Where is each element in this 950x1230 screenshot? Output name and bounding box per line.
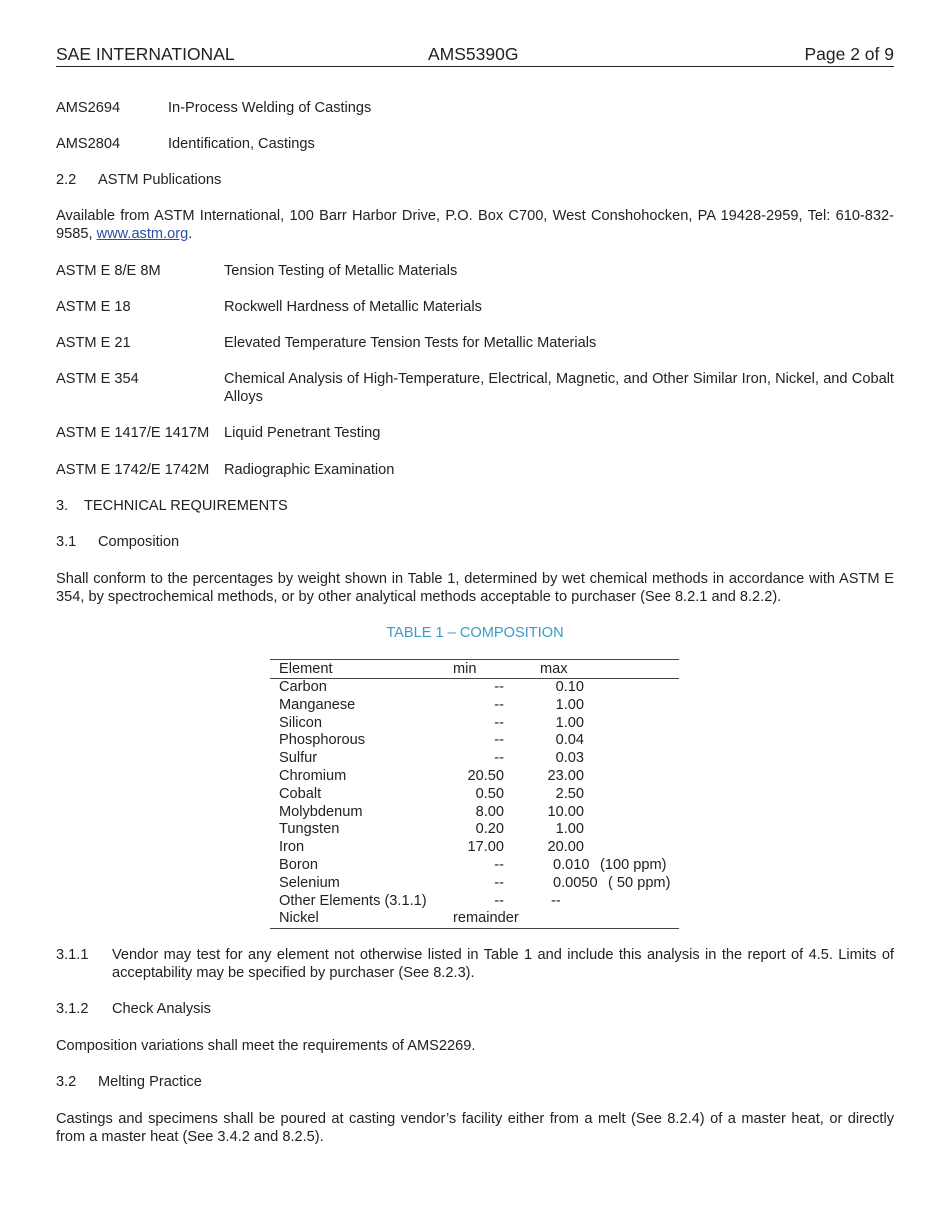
section-title: Check Analysis [112, 1001, 211, 1017]
cell-max: 0.04 [555, 732, 584, 749]
table-title: TABLE 1 – COMPOSITION [386, 625, 564, 641]
composition-paragraph: Shall conform to the percentages by weight shown in Table 1, determined by wet chemical methods in accordance with ASTM E 354, by spectrochemical methods, or by other analytical methods acceptable to purchaser (See 8.2.1 and 8.2.2). [56, 571, 894, 605]
melting-practice-paragraph: Castings and specimens shall be poured at casting vendor’s facility either from a melt (See 8.2.4) of a master heat, or directly from a master heat (See 3.4.2 and 8.2.5). [56, 1111, 894, 1145]
reference-code: ASTM E 1417/E 1417M [56, 425, 210, 441]
section-text: Vendor may test for any element not otherwise listed in Table 1 and include this analysis in the report of 4.5. Limits of acceptability may be specified by purchaser (See 8.2.3). [112, 947, 894, 981]
astm-availability-end: . [188, 226, 193, 242]
cell-element: Molybdenum [279, 803, 363, 820]
reference-row [56, 334, 894, 352]
section-number: 3. [56, 498, 69, 514]
cell-max: 0.0050 [553, 874, 598, 891]
reference-code: ASTM E 21 [56, 335, 131, 351]
header-min: min [453, 661, 477, 677]
reference-row [56, 298, 894, 316]
header-org: SAE INTERNATIONAL [56, 44, 235, 64]
table-row [270, 786, 679, 804]
cell-max: 1.00 [555, 714, 584, 731]
composition-table [270, 659, 679, 929]
cell-min: 8.00 [475, 803, 504, 820]
cell-note: (100 ppm) [600, 856, 667, 873]
section-heading-3-2 [56, 1073, 894, 1091]
reference-title: Rockwell Hardness of Metallic Materials [224, 299, 482, 315]
table-row [270, 839, 679, 857]
reference-code: ASTM E 1742/E 1742M [56, 462, 210, 478]
table-row [270, 857, 679, 875]
cell-note: ( 50 ppm) [608, 874, 671, 891]
cell-element: Manganese [279, 696, 356, 713]
section-title: Melting Practice [98, 1074, 202, 1090]
cell-element: Other Elements (3.1.1) [279, 892, 427, 909]
header-max: max [540, 661, 568, 677]
reference-title: Tension Testing of Metallic Materials [224, 263, 458, 279]
table-row [270, 768, 679, 786]
cell-element: Nickel [279, 910, 319, 927]
reference-row [56, 135, 894, 153]
cell-max: 20.00 [547, 839, 584, 856]
cell-max: 2.50 [555, 785, 584, 802]
section-number: 3.1 [56, 534, 77, 550]
cell-min: -- [494, 874, 504, 891]
cell-min: -- [494, 750, 504, 767]
table-row [270, 679, 679, 697]
section-heading-3-1 [56, 533, 894, 551]
cell-element: Boron [279, 856, 318, 873]
cell-element: Chromium [279, 767, 347, 784]
section-title: TECHNICAL REQUIREMENTS [84, 498, 288, 514]
table-header-row [270, 660, 679, 679]
cell-min: -- [494, 856, 504, 873]
page-header [56, 44, 894, 67]
table-row [270, 910, 679, 928]
cell-element: Carbon [279, 679, 327, 695]
check-analysis-paragraph: Composition variations shall meet the requirements of AMS2269. [56, 1038, 476, 1054]
cell-min: -- [494, 732, 504, 749]
table-row [270, 750, 679, 768]
reference-code: ASTM E 8/E 8M [56, 263, 161, 279]
section-heading-2-2 [56, 171, 894, 189]
section-number: 3.1.2 [56, 1001, 89, 1017]
section-heading-3 [56, 497, 894, 515]
table-row [270, 732, 679, 750]
reference-code: AMS2804 [56, 136, 121, 152]
cell-max: 10.00 [547, 803, 584, 820]
reference-row [56, 262, 894, 280]
paragraph-3-1-1 [56, 946, 894, 982]
cell-min: 17.00 [467, 839, 504, 856]
astm-availability-text: Available from ASTM International, 100 Barr Harbor Drive, P.O. Box C700, West Conshohocken, PA 19428-2959, Tel: 610-832-9585, [56, 208, 894, 242]
cell-element: Silicon [279, 714, 322, 731]
table-row [270, 893, 679, 911]
cell-min: remainder [453, 910, 519, 927]
cell-min: -- [494, 696, 504, 713]
reference-title: Identification, Castings [168, 136, 315, 152]
cell-max: -- [551, 892, 561, 909]
cell-max: 0.10 [555, 679, 584, 695]
header-page-number: Page 2 of 9 [804, 44, 894, 64]
cell-element: Selenium [279, 874, 340, 891]
table-row [270, 875, 679, 893]
reference-row [56, 370, 894, 406]
reference-code: AMS2694 [56, 100, 121, 116]
table-row [270, 697, 679, 715]
cell-max: 1.00 [555, 821, 584, 838]
section-number: 2.2 [56, 172, 77, 188]
reference-title: Radiographic Examination [224, 462, 395, 478]
astm-availability-paragraph [56, 207, 894, 243]
cell-max: 1.00 [555, 696, 584, 713]
section-number: 3.2 [56, 1074, 77, 1090]
reference-row [56, 461, 894, 479]
reference-code: ASTM E 18 [56, 299, 131, 315]
reference-title: Liquid Penetrant Testing [224, 425, 381, 441]
table-row [270, 715, 679, 733]
astm-website-link[interactable]: www.astm.org [96, 226, 189, 242]
table-row [270, 821, 679, 839]
reference-row [56, 99, 894, 117]
reference-title: Chemical Analysis of High-Temperature, Electrical, Magnetic, and Other Similar Iron, Nickel, and Cobalt Alloys [224, 371, 894, 405]
reference-title: Elevated Temperature Tension Tests for Metallic Materials [224, 335, 597, 351]
cell-min: 0.20 [475, 821, 504, 838]
cell-max: 0.010 [553, 856, 590, 873]
section-title: Composition [98, 534, 180, 550]
cell-min: -- [494, 714, 504, 731]
cell-element: Cobalt [279, 785, 322, 802]
cell-min: -- [494, 892, 504, 909]
header-element: Element [279, 661, 333, 677]
table-row [270, 804, 679, 822]
cell-element: Phosphorous [279, 732, 366, 749]
section-title: ASTM Publications [98, 172, 222, 188]
header-doc-number: AMS5390G [428, 44, 519, 64]
cell-max: 23.00 [547, 767, 584, 784]
section-heading-3-1-2 [56, 1000, 894, 1018]
cell-element: Tungsten [279, 821, 340, 838]
cell-min: 20.50 [467, 767, 504, 784]
reference-row [56, 424, 894, 442]
cell-element: Sulfur [279, 750, 318, 767]
section-number: 3.1.1 [56, 947, 89, 963]
reference-code: ASTM E 354 [56, 371, 139, 387]
reference-title: In-Process Welding of Castings [168, 100, 372, 116]
cell-min: -- [494, 679, 504, 695]
cell-element: Iron [279, 839, 305, 856]
cell-max: 0.03 [555, 750, 584, 767]
cell-min: 0.50 [475, 785, 504, 802]
